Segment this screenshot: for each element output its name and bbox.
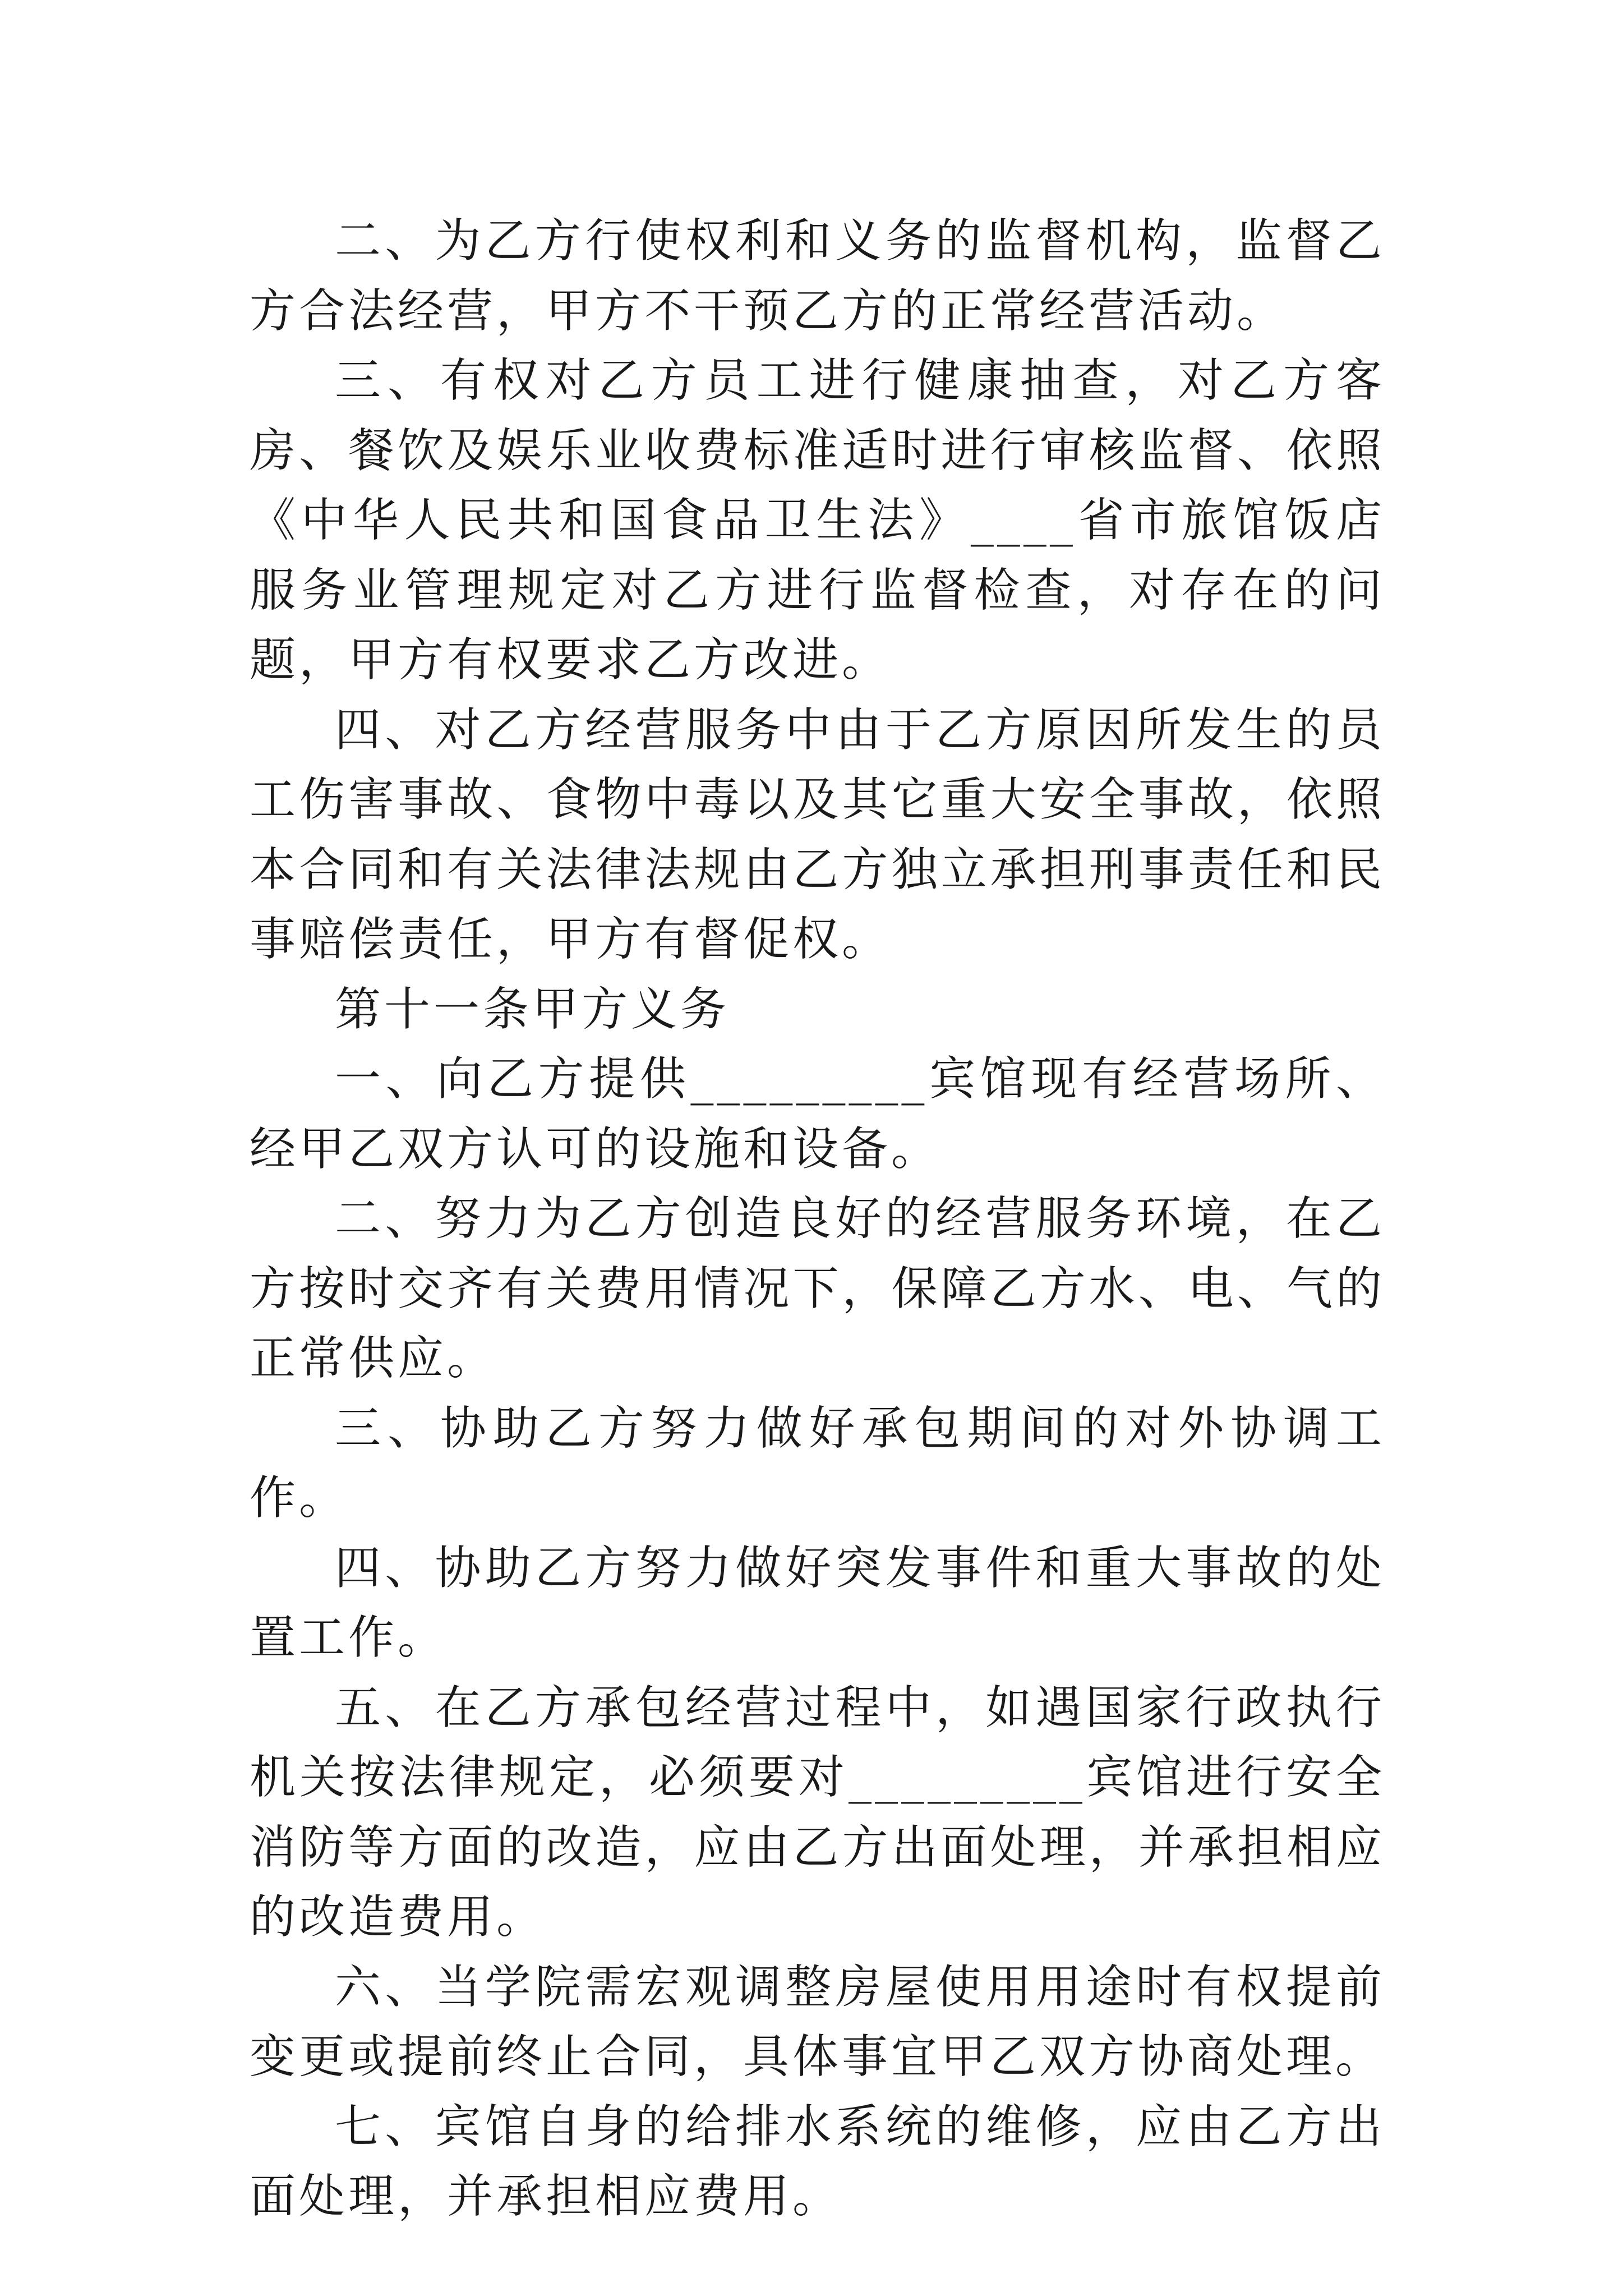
paragraph-contract-termination: 六、当学院需宏观调整房屋使用用途时有权提前变更或提前终止合同，具体事宜甲乙双方协商处理。 <box>250 1960 1385 2083</box>
paragraph-emergency-handling: 四、协助乙方努力做好突发事件和重大事故的处置工作。 <box>250 1541 1385 1664</box>
paragraph-renovation-costs: 五、在乙方承包经营过程中，如遇国家行政执行机关按法律规定，必须要对_________宾馆进行安全消防等方面的改造，应由乙方出面处理，并承担相应的改造费用。 <box>250 1681 1385 1944</box>
paragraph-accident-liability: 四、对乙方经营服务中由于乙方原因所发生的员工伤害事故、食物中毒以及其它重大安全事故，依照本合同和有关法律法规由乙方独立承担刑事责任和民事赔偿责任，甲方有督促权。 <box>250 703 1385 966</box>
paragraph-supervision-body: 二、为乙方行使权利和义务的监督机构，监督乙方合法经营，甲方不干预乙方的正常经营活动。 <box>250 214 1385 338</box>
document-body <box>250 206 1385 2232</box>
article-11-heading: 第十一条甲方义务 <box>335 982 730 1036</box>
paragraph-business-environment: 二、努力为乙方创造良好的经营服务环境，在乙方按时交齐有关费用情况下，保障乙方水、电、气的正常供应。 <box>250 1192 1385 1385</box>
paragraph-provide-premises: 一、向乙方提供_________宾馆现有经营场所、经甲乙双方认可的设施和设备。 <box>250 1052 1385 1176</box>
paragraph-health-inspection: 三、有权对乙方员工进行健康抽查，对乙方客房、餐饮及娱乐业收费标准适时进行审核监督、依照《中华人民共和国食品卫生法》____省市旅馆饭店服务业管理规定对乙方进行监督检查，对存在的问题，甲方有权要求乙方改进。 <box>250 354 1385 687</box>
paragraph-plumbing-maintenance: 七、宾馆自身的给排水系统的维修，应由乙方出面处理，并承担相应费用。 <box>250 2100 1385 2223</box>
paragraph-external-coordination: 三、协助乙方努力做好承包期间的对外协调工作。 <box>250 1401 1385 1525</box>
